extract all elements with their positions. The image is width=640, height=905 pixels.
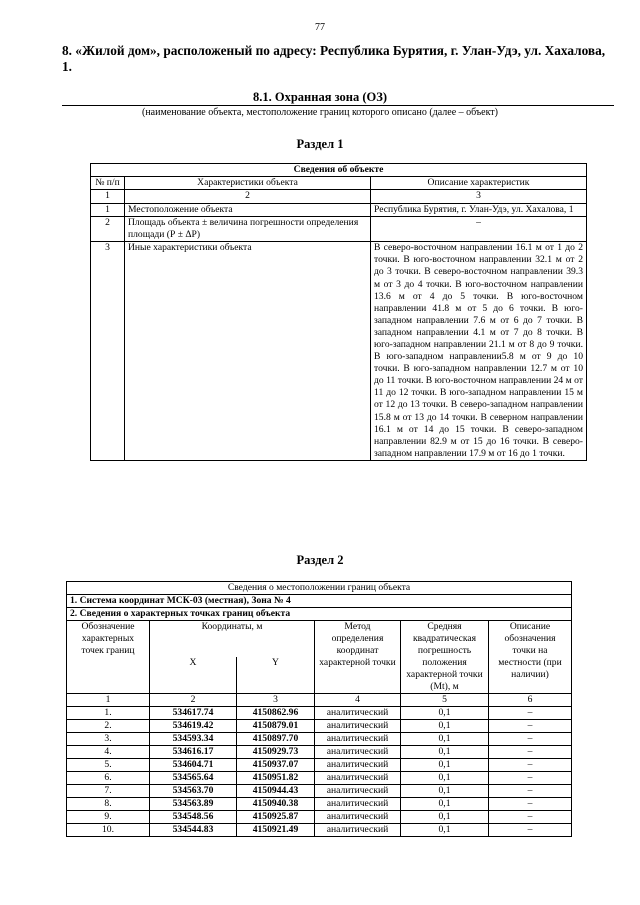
point-designation: 4.	[67, 746, 150, 759]
table-row	[67, 811, 572, 824]
point-method: аналитический	[315, 707, 401, 720]
point-designation: 1.	[67, 707, 150, 720]
table-row	[67, 785, 572, 798]
col-header-description: Описание характеристик	[371, 177, 587, 190]
coordinate-system: 1. Система координат МСК-03 (местная), Зона № 4	[67, 595, 572, 608]
point-error: 0,1	[401, 707, 489, 720]
object-info-table-title: Сведения об объекте	[91, 164, 587, 177]
col-index: 2	[125, 190, 371, 203]
col-index: 1	[91, 190, 125, 203]
point-y: 4150929.73	[237, 746, 315, 759]
point-x: 534617.74	[150, 707, 237, 720]
section-2-title: Раздел 2	[296, 553, 344, 567]
table-row	[67, 733, 572, 746]
point-designation: 6.	[67, 772, 150, 785]
point-method: аналитический	[315, 798, 401, 811]
row-number: 2	[91, 216, 125, 241]
point-y: 4150897.70	[237, 733, 315, 746]
table-row	[67, 720, 572, 733]
point-description: –	[489, 759, 572, 772]
table-row	[67, 759, 572, 772]
point-description: –	[489, 798, 572, 811]
table-row	[67, 746, 572, 759]
col-index: 1	[67, 694, 150, 707]
point-error: 0,1	[401, 733, 489, 746]
row-description: –	[371, 216, 587, 241]
point-y: 4150940.38	[237, 798, 315, 811]
table-row	[67, 772, 572, 785]
points-section-title: 2. Сведения о характерных точках границ объекта	[67, 608, 572, 621]
table-row	[91, 203, 587, 216]
table-row	[91, 216, 587, 241]
point-x: 534548.56	[150, 811, 237, 824]
point-error: 0,1	[401, 811, 489, 824]
col-header-error: Средняя квадратическая погрешность положения характерной точки (Mt), м	[401, 621, 489, 694]
table-row	[67, 707, 572, 720]
col-header-method: Метод определения координат характерной точки	[315, 621, 401, 694]
point-description: –	[489, 733, 572, 746]
zone-title: 8.1. Охранная зона (ОЗ)	[252, 90, 387, 104]
point-error: 0,1	[401, 759, 489, 772]
zone-title-underline	[62, 105, 614, 106]
col-header-coordinates: Координаты, м	[150, 621, 315, 658]
point-method: аналитический	[315, 811, 401, 824]
point-y: 4150925.87	[237, 811, 315, 824]
point-description: –	[489, 824, 572, 837]
table-row	[67, 798, 572, 811]
point-y: 4150921.49	[237, 824, 315, 837]
point-description: –	[489, 785, 572, 798]
row-characteristic: Местоположение объекта	[125, 203, 371, 216]
point-x: 534563.89	[150, 798, 237, 811]
document-heading: 8. «Жилой дом», расположеный по адресу: Республика Бурятия, г. Улан-Удэ, ул. Хахалова, 1.	[62, 43, 606, 74]
point-method: аналитический	[315, 772, 401, 785]
table-row	[91, 242, 587, 461]
col-header-num: № п/п	[91, 177, 125, 190]
point-error: 0,1	[401, 824, 489, 837]
point-description: –	[489, 720, 572, 733]
point-x: 534544.83	[150, 824, 237, 837]
point-designation: 5.	[67, 759, 150, 772]
col-index: 2	[150, 694, 237, 707]
point-description: –	[489, 746, 572, 759]
row-characteristic: Площадь объекта ± величина погрешности определения площади (Р ± ΔР)	[125, 216, 371, 241]
point-designation: 7.	[67, 785, 150, 798]
point-x: 534565.64	[150, 772, 237, 785]
table-row	[67, 824, 572, 837]
point-designation: 9.	[67, 811, 150, 824]
col-index: 4	[315, 694, 401, 707]
col-header-x: X	[150, 657, 237, 694]
point-error: 0,1	[401, 720, 489, 733]
point-x: 534593.34	[150, 733, 237, 746]
row-number: 3	[91, 242, 125, 461]
point-method: аналитический	[315, 785, 401, 798]
point-x: 534616.17	[150, 746, 237, 759]
row-characteristic: Иные характеристики объекта	[125, 242, 371, 461]
point-method: аналитический	[315, 824, 401, 837]
zone-subtitle: (наименование объекта, местоположение границ которого описано (далее – объект)	[141, 107, 499, 118]
point-designation: 8.	[67, 798, 150, 811]
point-description: –	[489, 772, 572, 785]
point-x: 534604.71	[150, 759, 237, 772]
section-1-title: Раздел 1	[296, 137, 344, 151]
col-header-point-description: Описание обозначения точки на местности (при наличии)	[489, 621, 572, 694]
row-description: Республика Бурятия, г. Улан-Удэ, ул. Хахалова, 1	[371, 203, 587, 216]
point-designation: 2.	[67, 720, 150, 733]
point-error: 0,1	[401, 798, 489, 811]
boundary-table-title: Сведения о местоположении границ объекта	[67, 582, 572, 595]
col-index: 3	[237, 694, 315, 707]
points-body	[67, 707, 572, 837]
point-method: аналитический	[315, 746, 401, 759]
point-error: 0,1	[401, 746, 489, 759]
point-method: аналитический	[315, 733, 401, 746]
point-method: аналитический	[315, 720, 401, 733]
point-designation: 10.	[67, 824, 150, 837]
page-number: 77	[315, 22, 325, 33]
point-y: 4150862.96	[237, 707, 315, 720]
point-y: 4150944.43	[237, 785, 315, 798]
point-designation: 3.	[67, 733, 150, 746]
point-y: 4150937.07	[237, 759, 315, 772]
point-y: 4150879.01	[237, 720, 315, 733]
point-description: –	[489, 707, 572, 720]
col-header-y: Y	[237, 657, 315, 694]
col-index: 3	[371, 190, 587, 203]
point-y: 4150951.82	[237, 772, 315, 785]
point-method: аналитический	[315, 759, 401, 772]
point-error: 0,1	[401, 785, 489, 798]
col-index: 5	[401, 694, 489, 707]
boundary-points-table	[66, 581, 572, 837]
row-number: 1	[91, 203, 125, 216]
point-description: –	[489, 811, 572, 824]
row-description: В северо-восточном направлении 16.1 м от 1 до 2 точки. В юго-восточном направлении 32.1 м от 2 до 3 точки. В северо-восточном направлении 39.3 м от 3 до 4 точки. В юго-восточном направлении 13.6 м от 4 до 5 точки. В юго-восточном направлении 41.8 м от 5 до 6 точки. В юго-западном направлении 7.6 м от 6 до 7 точки. В западном направлении 4.1 м от 7 до 8 точки. В юго-западном направлении 21.1 м от 8 до 9 точки. В юго-западном направлении5.8 м от 9 до 10 точки. В юго-западном направлении 12.7 м от 10 до 11 точки. В юго-восточном направлении 24 м от 11 до 12 точки. В юго-западном направлении 15 м от 12 до 13 точки. В северо-западном направлении 15.8 м от 13 до 14 точки. В северном направлении 16.1 м от 14 до 15 точки. В северо-западном направлении 82.9 м от 15 до 16 точки. В северо-западном направлении 17.9 м от 16 до 1 точки.	[371, 242, 587, 461]
point-x: 534619.42	[150, 720, 237, 733]
col-header-characteristics: Характеристики объекта	[125, 177, 371, 190]
col-header-designation: Обозначение характерных точек границ	[67, 621, 150, 694]
point-x: 534563.70	[150, 785, 237, 798]
object-info-table	[90, 163, 587, 461]
col-index: 6	[489, 694, 572, 707]
point-error: 0,1	[401, 772, 489, 785]
